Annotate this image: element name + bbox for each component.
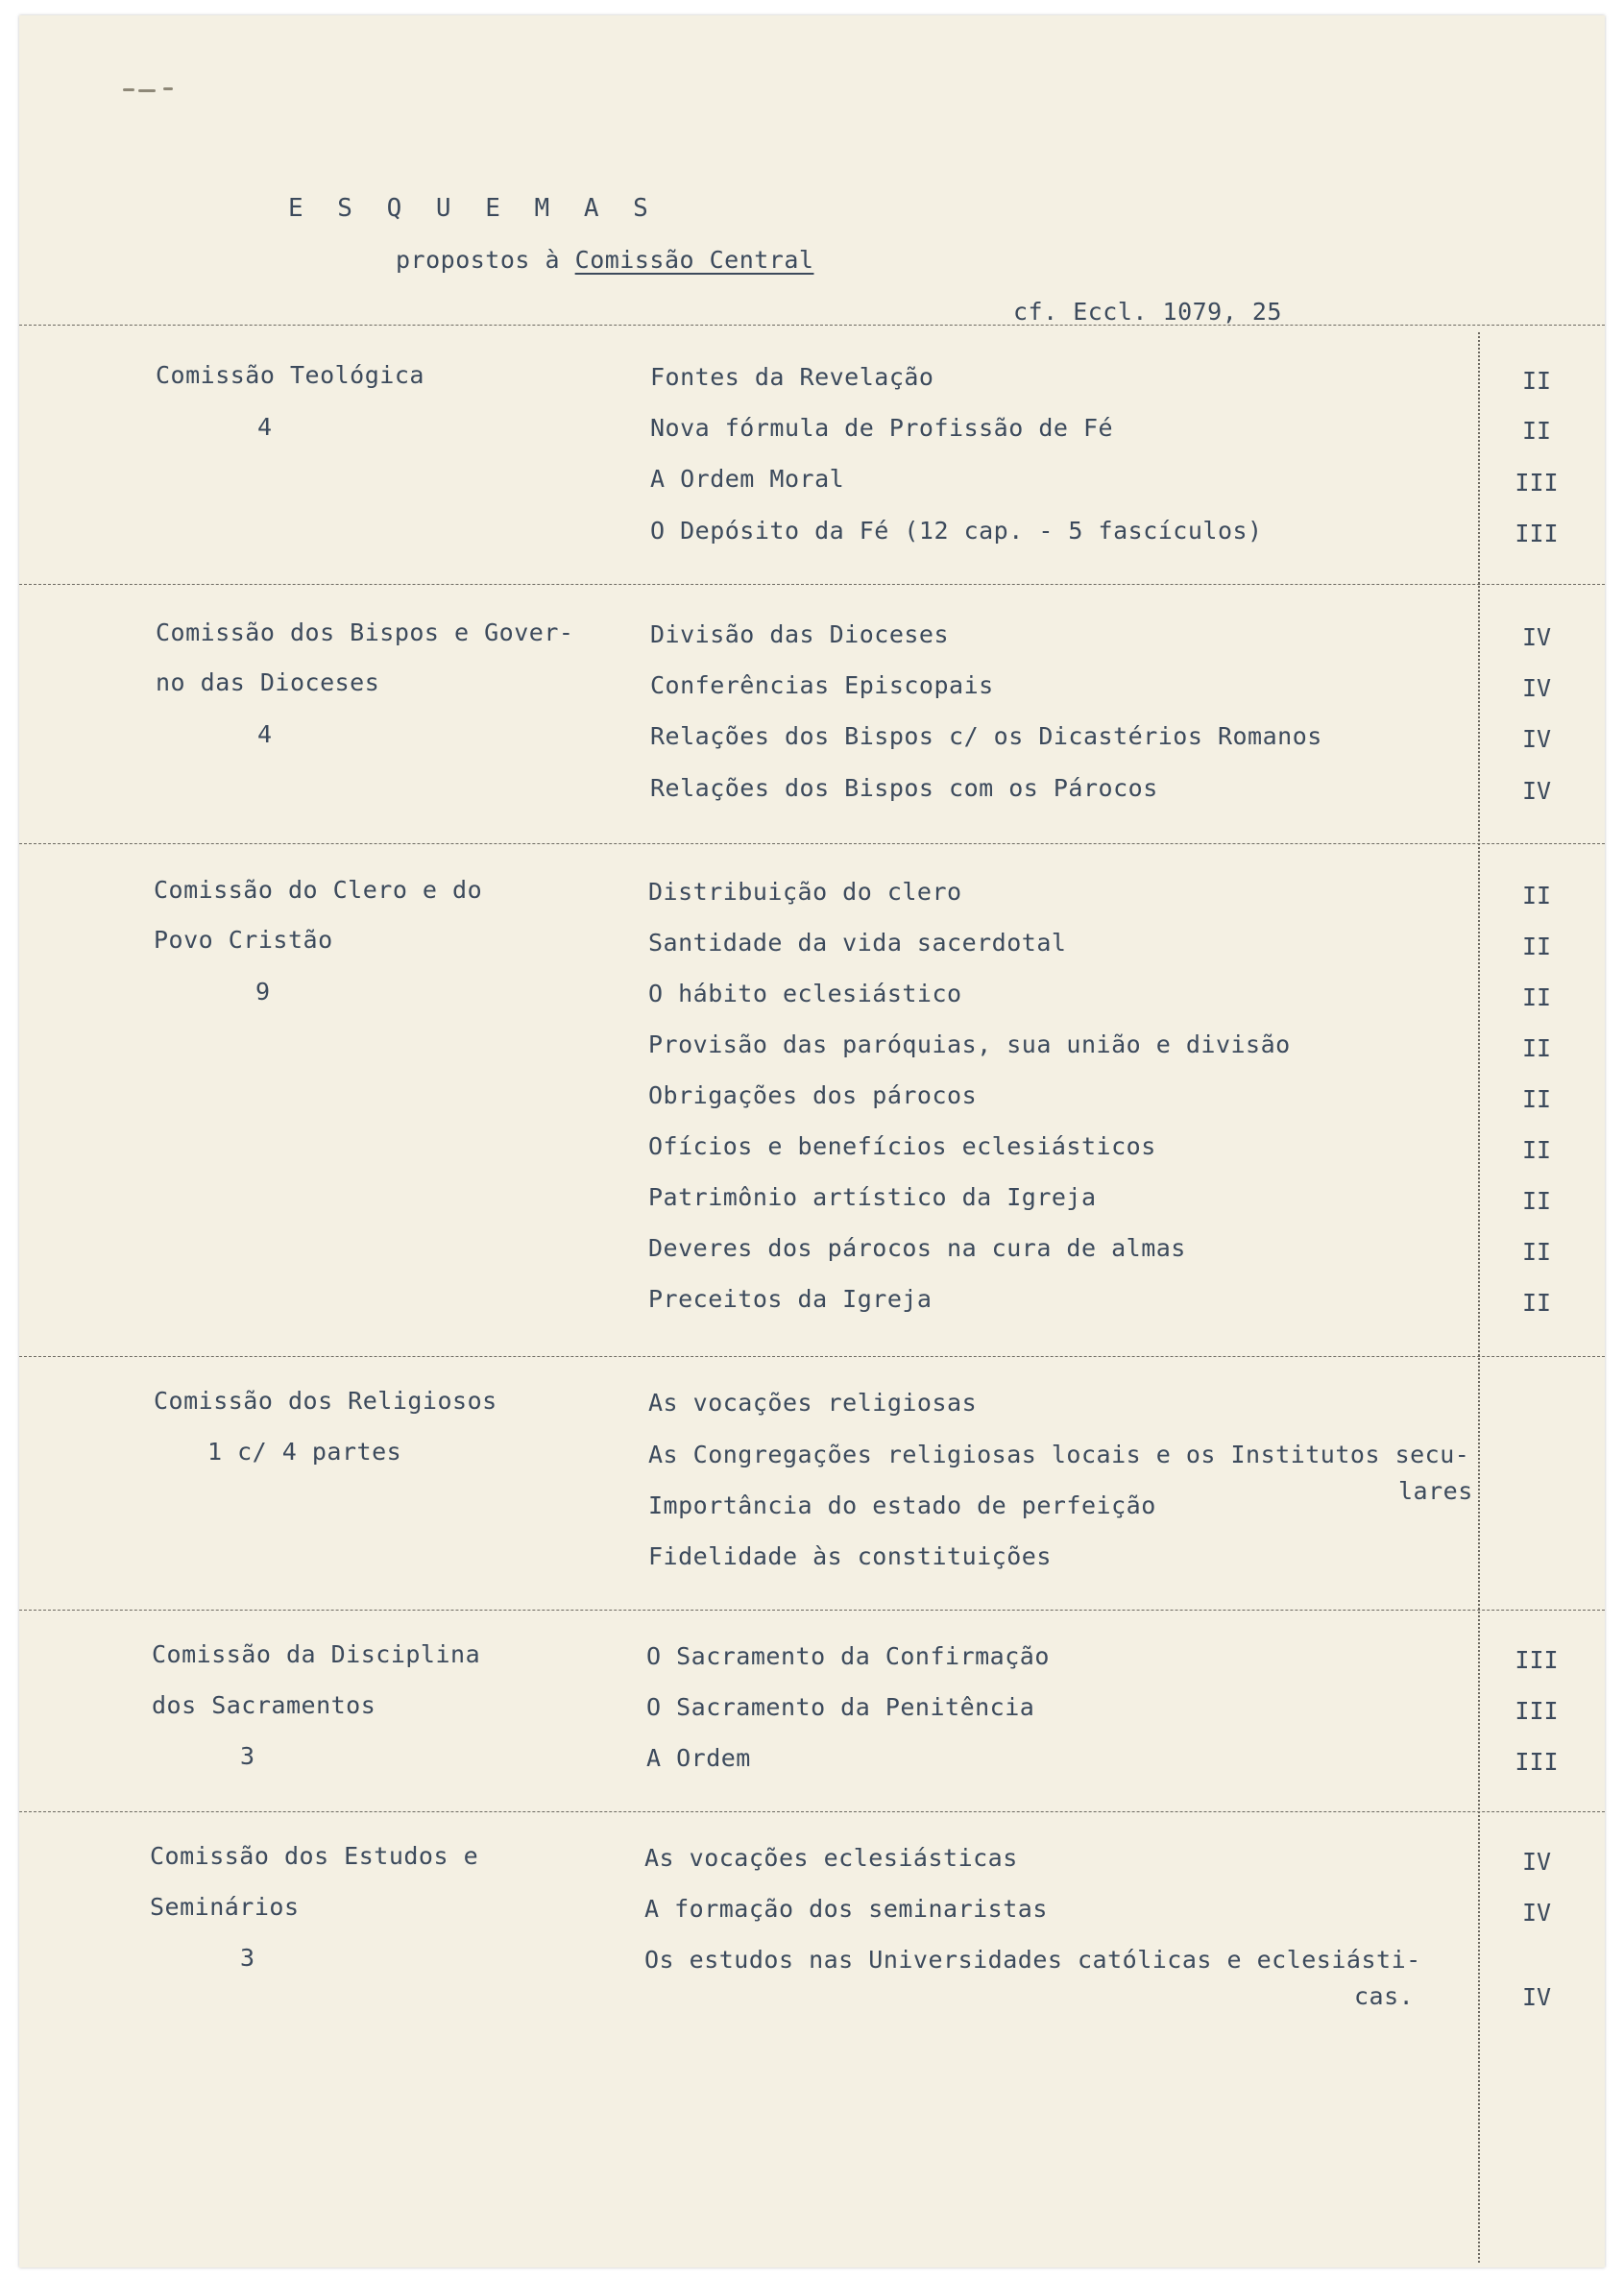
schema-count: 3 <box>240 1944 255 1972</box>
schema-code: IV <box>1521 777 1552 805</box>
schema-code: III <box>1515 469 1559 497</box>
subtitle-prefix: propostos à <box>396 246 561 274</box>
schema-item: Provisão das paróquias, sua união e divisão <box>648 1030 1291 1058</box>
schema-item: A Ordem Moral <box>650 465 845 493</box>
document-title: E S Q U E M A S <box>288 194 658 223</box>
schema-code: II <box>1521 1289 1552 1317</box>
schema-code: II <box>1521 367 1552 395</box>
schema-item: Fidelidade às constituições <box>648 1542 1052 1570</box>
column-divider <box>1478 332 1480 2263</box>
commission-name: Comissão Teológica <box>156 361 424 389</box>
reference: cf. Eccl. 1079, 25 <box>1013 298 1282 326</box>
schema-code: IV <box>1521 1983 1552 2011</box>
schema-item: O Sacramento da Penitência <box>646 1693 1035 1721</box>
schema-count: 4 <box>257 413 273 441</box>
commission-name: Povo Cristão <box>154 926 333 954</box>
schema-item: Relações dos Bispos com os Párocos <box>650 774 1158 802</box>
commission-name: Comissão do Clero e do <box>154 876 483 904</box>
schema-item: O Depósito da Fé (12 cap. - 5 fascículos) <box>650 517 1263 545</box>
schema-item: Santidade da vida sacerdotal <box>648 929 1067 957</box>
commission-name: Comissão da Disciplina <box>152 1640 481 1668</box>
schema-item: O Sacramento da Confirmação <box>646 1642 1050 1670</box>
schema-code: II <box>1521 933 1552 960</box>
document-sheet <box>19 15 1605 2267</box>
schema-item-continuation: cas. <box>1354 1982 1415 2010</box>
schema-item: Nova fórmula de Profissão de Fé <box>650 414 1114 442</box>
schema-code: III <box>1515 1697 1559 1725</box>
divider <box>19 584 1605 585</box>
schema-code: IV <box>1521 725 1552 753</box>
commission-name: Comissão dos Estudos e <box>150 1842 479 1870</box>
divider <box>19 1811 1605 1812</box>
ink-mark <box>138 89 156 92</box>
schema-code: III <box>1515 1748 1559 1776</box>
commission-name: no das Dioceses <box>156 668 380 696</box>
schema-item: Obrigações dos párocos <box>648 1081 978 1109</box>
divider <box>19 843 1605 844</box>
schema-code: IV <box>1521 1899 1552 1927</box>
schema-item: A formação dos seminaristas <box>644 1895 1048 1923</box>
schema-item: Os estudos nas Universidades católicas e eclesiásti- <box>644 1946 1421 1974</box>
commission-name: dos Sacramentos <box>152 1691 376 1719</box>
schema-code: II <box>1521 983 1552 1011</box>
schema-code: II <box>1521 1187 1552 1215</box>
schema-item: O hábito eclesiástico <box>648 980 962 1007</box>
commission-name: Comissão dos Bispos e Gover- <box>156 618 574 646</box>
schema-code: IV <box>1521 674 1552 702</box>
schema-item: A Ordem <box>646 1744 751 1772</box>
schema-code: II <box>1521 1034 1552 1062</box>
schema-code: III <box>1515 1646 1559 1674</box>
schema-count: 9 <box>255 978 271 1006</box>
schema-code: II <box>1521 1136 1552 1164</box>
schema-item: Patrimônio artístico da Igreja <box>648 1183 1097 1211</box>
divider <box>19 325 1605 326</box>
schema-count: 1 c/ 4 partes <box>207 1438 402 1466</box>
schema-item-continuation: lares <box>1398 1477 1473 1505</box>
schema-item: Importância do estado de perfeição <box>648 1491 1156 1519</box>
schema-item: Preceitos da Igreja <box>648 1285 933 1313</box>
schema-count: 4 <box>257 720 273 748</box>
schema-code: II <box>1521 1238 1552 1266</box>
schema-item: Divisão das Dioceses <box>650 620 950 648</box>
schema-item: As vocações religiosas <box>648 1389 978 1417</box>
schema-item: Relações dos Bispos c/ os Dicastérios Romanos <box>650 722 1322 750</box>
schema-code: II <box>1521 882 1552 909</box>
commission-name: Comissão dos Religiosos <box>154 1387 497 1415</box>
divider <box>19 1356 1605 1357</box>
schema-item: Ofícios e benefícios eclesiásticos <box>648 1132 1156 1160</box>
schema-item: Deveres dos párocos na cura de almas <box>648 1234 1186 1262</box>
commission-name: Seminários <box>150 1893 300 1921</box>
schema-count: 3 <box>240 1742 255 1770</box>
ink-mark <box>163 87 173 90</box>
ink-mark <box>123 88 134 91</box>
schema-item: Distribuição do clero <box>648 878 962 906</box>
schema-code: III <box>1515 520 1559 547</box>
schema-item: Fontes da Revelação <box>650 363 934 391</box>
schema-code: II <box>1521 417 1552 445</box>
schema-code: IV <box>1521 623 1552 651</box>
schema-item: Conferências Episcopais <box>650 671 994 699</box>
subtitle-commission: Comissão Central <box>574 246 814 274</box>
schema-item: As vocações eclesiásticas <box>644 1844 1018 1872</box>
schema-code: II <box>1521 1085 1552 1113</box>
schema-code: IV <box>1521 1848 1552 1876</box>
document-subtitle <box>396 246 813 275</box>
schema-item: As Congregações religiosas locais e os Institutos secu- <box>648 1441 1470 1468</box>
divider <box>19 1610 1605 1611</box>
